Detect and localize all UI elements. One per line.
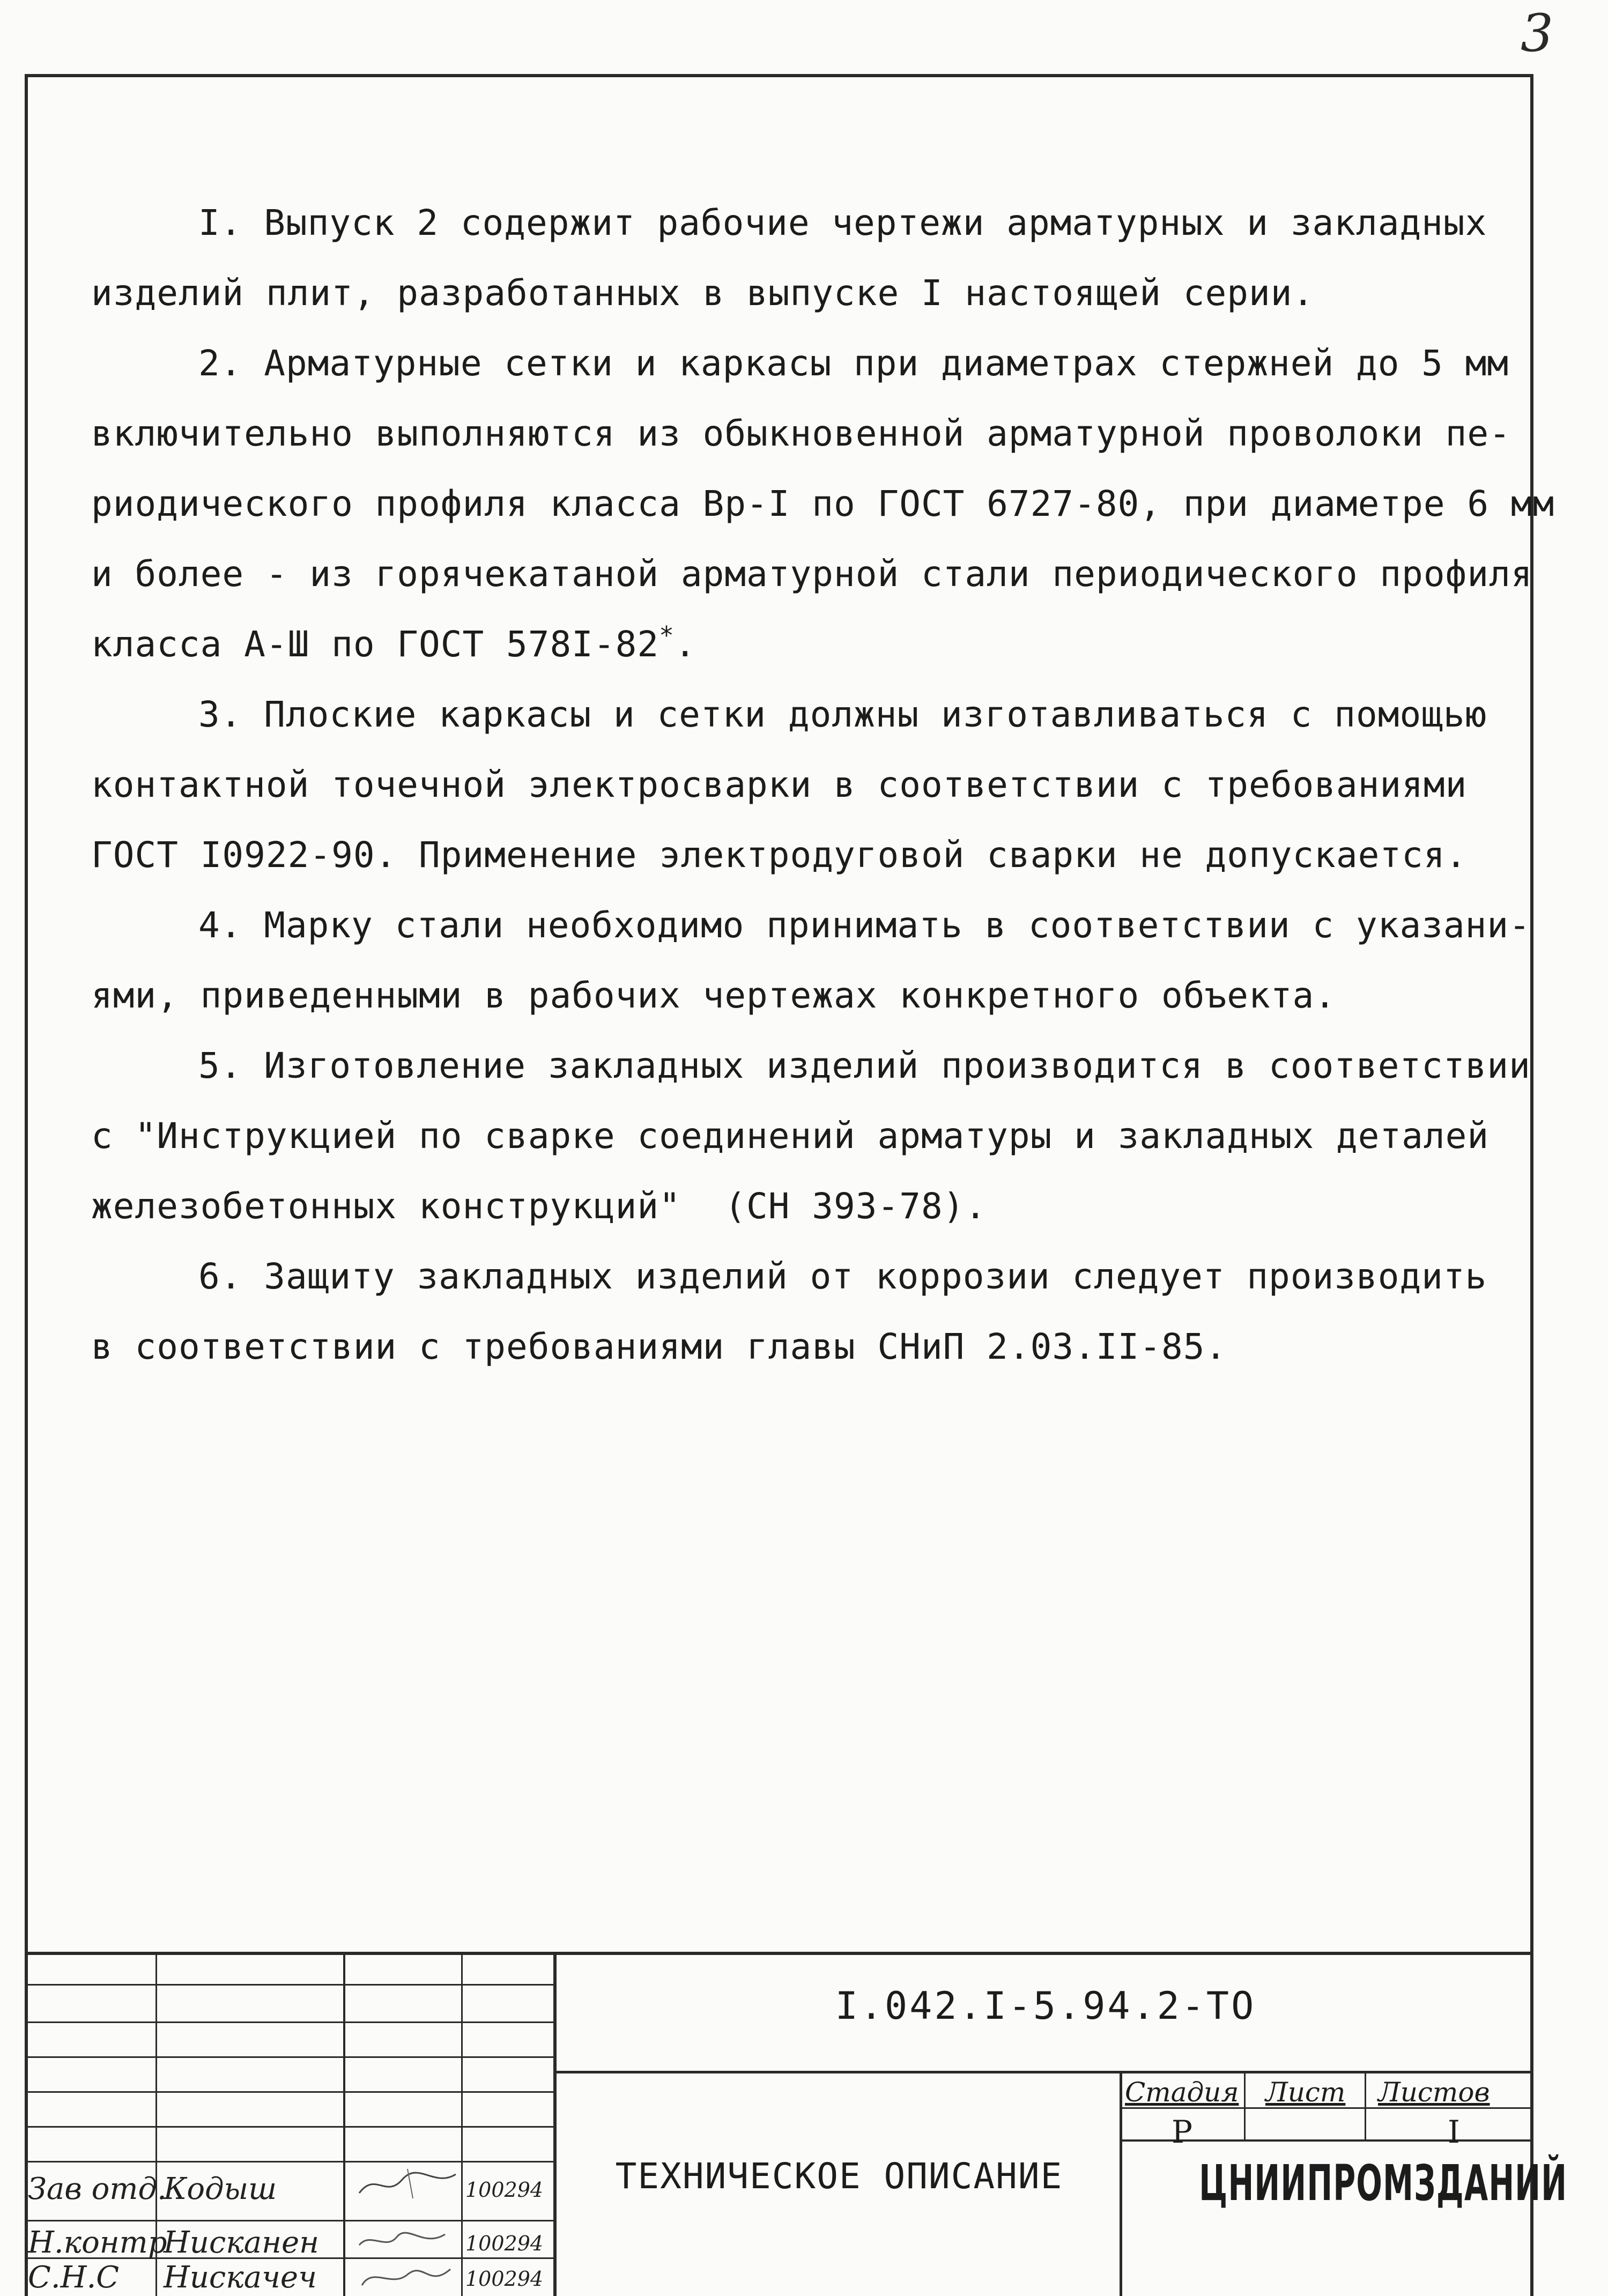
note-4-line-2: ями, приведенными в рабочих чертежах конкретного объекта. <box>91 975 1336 1016</box>
tb-row-line <box>25 2021 555 2023</box>
note-5 <box>91 1031 1531 1241</box>
note-2-tail: . <box>674 624 696 665</box>
note-3-line-1: 3. Плоские каркасы и сетки должны изготавливаться с помощью <box>198 694 1487 735</box>
note-4 <box>91 890 1531 1031</box>
note-1-line-2: изделий плит, разработанных в выпуске I настоящей серии. <box>91 272 1315 314</box>
note-2-line-3: риодического профиля класса Вр-I по ГОСТ 6727-80, при диаметре 6 мм <box>91 483 1555 524</box>
note-3 <box>91 679 1512 890</box>
signer-date: 100294 <box>465 2232 544 2255</box>
signer-role: Н.контр <box>28 2225 167 2260</box>
note-6-line-2: в соответствии с требованиями главы СНиП 2.03.II-85. <box>91 1326 1227 1367</box>
stage-header: Стадия <box>1125 2077 1239 2108</box>
note-1 <box>91 188 1512 328</box>
signer-role: Зав отд. <box>28 2172 167 2206</box>
document-title: ТЕХНИЧЕСКОЕ ОПИСАНИЕ <box>615 2156 1063 2197</box>
note-2-line-5 <box>91 609 1512 679</box>
tb-col-line <box>1365 2071 1366 2139</box>
note-2-line-1: 2. Арматурные сетки и каркасы при диаметрах стержней до 5 мм <box>198 343 1509 384</box>
tb-col-line <box>461 1952 463 2296</box>
note-1-line-1: I. Выпуск 2 содержит рабочие чертежи арматурных и закладных <box>198 202 1487 243</box>
note-2-superscript: * <box>659 621 675 650</box>
tb-row-line <box>25 1984 555 1986</box>
note-6-line-1: 6. Защиту закладных изделий от коррозии следует производить <box>198 1256 1487 1297</box>
sheets-value: I <box>1448 2114 1460 2150</box>
note-2 <box>91 328 1555 679</box>
tb-col-line <box>1244 2071 1246 2139</box>
note-5-line-3: железобетонных конструкций" (СН 393-78). <box>91 1186 987 1227</box>
signer-date: 100294 <box>465 2267 544 2291</box>
tb-col-line <box>343 1952 345 2296</box>
signer-name: Кодыш <box>164 2172 277 2206</box>
technical-notes <box>91 188 1555 1382</box>
signer-role: С.Н.С <box>28 2260 120 2295</box>
tb-top-line <box>25 1952 1533 1955</box>
note-4-line-1: 4. Марку стали необходимо принимать в соответствии с указани- <box>198 905 1531 946</box>
note-3-line-3: ГОСТ I0922-90. Применение электродуговой сварки не допускается. <box>91 834 1468 876</box>
page-number: 3 <box>1521 3 1554 63</box>
note-5-line-2: с "Инструкцией по сварке соединений арматуры и закладных деталей <box>91 1115 1490 1157</box>
note-2-line-2: включительно выполняются из обыкновенной арматурной проволоки пе- <box>91 413 1511 454</box>
tb-row-line <box>25 2126 555 2128</box>
document-designation: I.042.I-5.94.2-ТО <box>835 1984 1256 2028</box>
tb-row-line <box>25 2091 555 2093</box>
tb-col-line <box>553 1952 557 2296</box>
tb-row-line <box>25 2056 555 2058</box>
sheets-header: Листов <box>1378 2077 1490 2108</box>
signer-date: 100294 <box>465 2178 544 2202</box>
signature-3 <box>354 2258 461 2296</box>
note-2-line-4: и более - из горячекатаной арматурной стали периодического профиля <box>91 553 1533 595</box>
note-5-line-1: 5. Изготовление закладных изделий производится в соответствии <box>198 1045 1531 1086</box>
note-3-line-2: контактной точечной электросварки в соответствии с требованиями <box>91 764 1468 805</box>
stage-value: Р <box>1172 2114 1193 2150</box>
sheet-header: Лист <box>1265 2077 1346 2108</box>
signature-2 <box>354 2221 461 2258</box>
tb-row-line <box>25 2161 555 2162</box>
organization-name: ЦНИИПРОМЗДАНИЙ <box>1199 2154 1568 2212</box>
signer-name: Нисканен <box>164 2225 320 2260</box>
signature-1 <box>354 2166 461 2204</box>
note-6 <box>91 1241 1512 1382</box>
tb-row-line <box>25 2220 555 2221</box>
tb-designation-line <box>555 2071 1533 2073</box>
note-2-line-5-text: класса А-Ш по ГОСТ 578I-82 <box>91 624 659 665</box>
signer-name: Нискачеч <box>164 2260 317 2295</box>
